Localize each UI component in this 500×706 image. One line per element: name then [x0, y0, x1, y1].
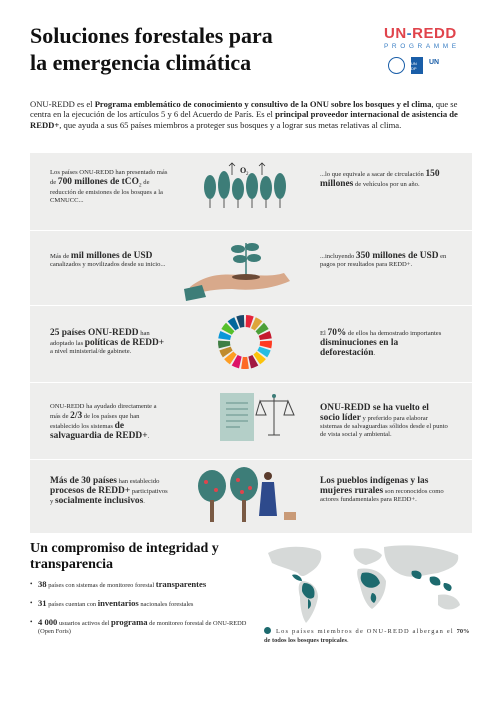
legend-dot-icon: [264, 627, 271, 634]
fact-left-text: 25 países ONU-REDD han adoptado las políticas de REDD+ a nivel ministerial/de gabinete.: [50, 328, 165, 355]
commitment-title: Un compromiso de integridad y transparencia: [30, 541, 219, 572]
fact-row-policies: [30, 305, 472, 377]
facts-panel: [30, 153, 472, 533]
undp-logo-icon: UN DP: [411, 57, 423, 74]
fao-logo-icon: [388, 57, 405, 74]
fact-left-text: Más de mil millones de USD canalizados y movilizados desde su inicio...: [50, 251, 166, 268]
fact-left-text: Más de 30 países han establecido procesos de REDD+ participativos y socialmente inclusivos.: [50, 476, 168, 506]
partner-logos: [384, 57, 476, 74]
hand-plant-illustration: [180, 231, 310, 303]
fact-right-text: El 70% de ellos ha demostrado importantes disminuciones en la deforestación.: [320, 328, 442, 358]
document-scales-illustration: [180, 383, 310, 455]
fact-right-text: Los pueblos indígenas y las mujeres rurales son reconocidos como actores fundamentales para REDD+.: [320, 476, 444, 503]
world-map-illustration: [262, 539, 476, 625]
intro-paragraph: ONU-REDD es el Programa emblemático de conocimiento y consultivo de la ONU sobre los bosques y el clima, que se centra en la ejecución de los artículos 5 y 6 del Acuerdo de París. Es el principal proveedor internacional de asistencia de REDD+, que ayuda a sus 65 países miembros a proteger sus bosques y a lograr sus metas relativas al clima.: [30, 99, 458, 130]
commitment-list: [30, 580, 260, 645]
title-line-1: Soluciones forestales para: [30, 23, 273, 48]
list-item: • 31 países cuentan con inventarios nacionales forestales: [30, 599, 260, 609]
fact-left-text: ONU-REDD ha ayudado directamente a más de 2/3 de los países que han establecido los sistemas de salvaguardia de REDD+.: [50, 403, 157, 441]
sdg-segment: [241, 357, 249, 369]
fact-row-funding: [30, 230, 472, 302]
fact-right-text: ...lo que equivale a sacar de circulación 150 millones de vehículos por un año.: [320, 169, 440, 189]
unep-logo-icon: UN: [429, 58, 440, 66]
title-line-2: la emergencia climática: [30, 50, 252, 75]
fact-right-text: ONU-REDD se ha vuelto el socio líder y preferido para elaborar sistemas de salvaguardias sólidos desde el punto de vista social y ambiental.: [320, 403, 448, 438]
list-item: • 38 países con sistemas de monitoreo forestal transparentes: [30, 580, 260, 590]
fact-row-safeguards: [30, 382, 472, 454]
logo-subtitle: PROGRAMME: [384, 43, 460, 50]
sdg-segment: [260, 341, 272, 349]
sdg-segment: [218, 341, 230, 349]
svg-text:O: O: [240, 166, 247, 175]
page-title: [30, 22, 330, 76]
svg-text:2: 2: [246, 172, 249, 177]
un-redd-logo: [384, 26, 476, 74]
forest-o2-illustration: [180, 153, 310, 225]
sdg-wheel-illustration: [180, 306, 310, 378]
woman-trees-illustration: [180, 460, 310, 532]
map-legend: Los países miembros de ONU-REDD albergan el 70% de todos los bosques tropicales.: [264, 628, 470, 644]
fact-right-text: ...incluyendo 350 millones de USD en pagos por resultados para REDD+.: [320, 251, 447, 268]
fact-row-inclusion: [30, 459, 472, 531]
list-item: • 4 000 usuarios activos del programa de monitoreo forestal de ONU-REDD (Open Foris): [30, 618, 260, 636]
fact-row-emissions: [30, 153, 472, 225]
logo-wordmark: UN-REDD: [384, 25, 457, 42]
fact-left-text: Los países ONU-REDD han presentado más de 700 millones de tCO$_2$ de reducción de emisiones de los bosques a la CMNUCC...: [50, 169, 168, 205]
